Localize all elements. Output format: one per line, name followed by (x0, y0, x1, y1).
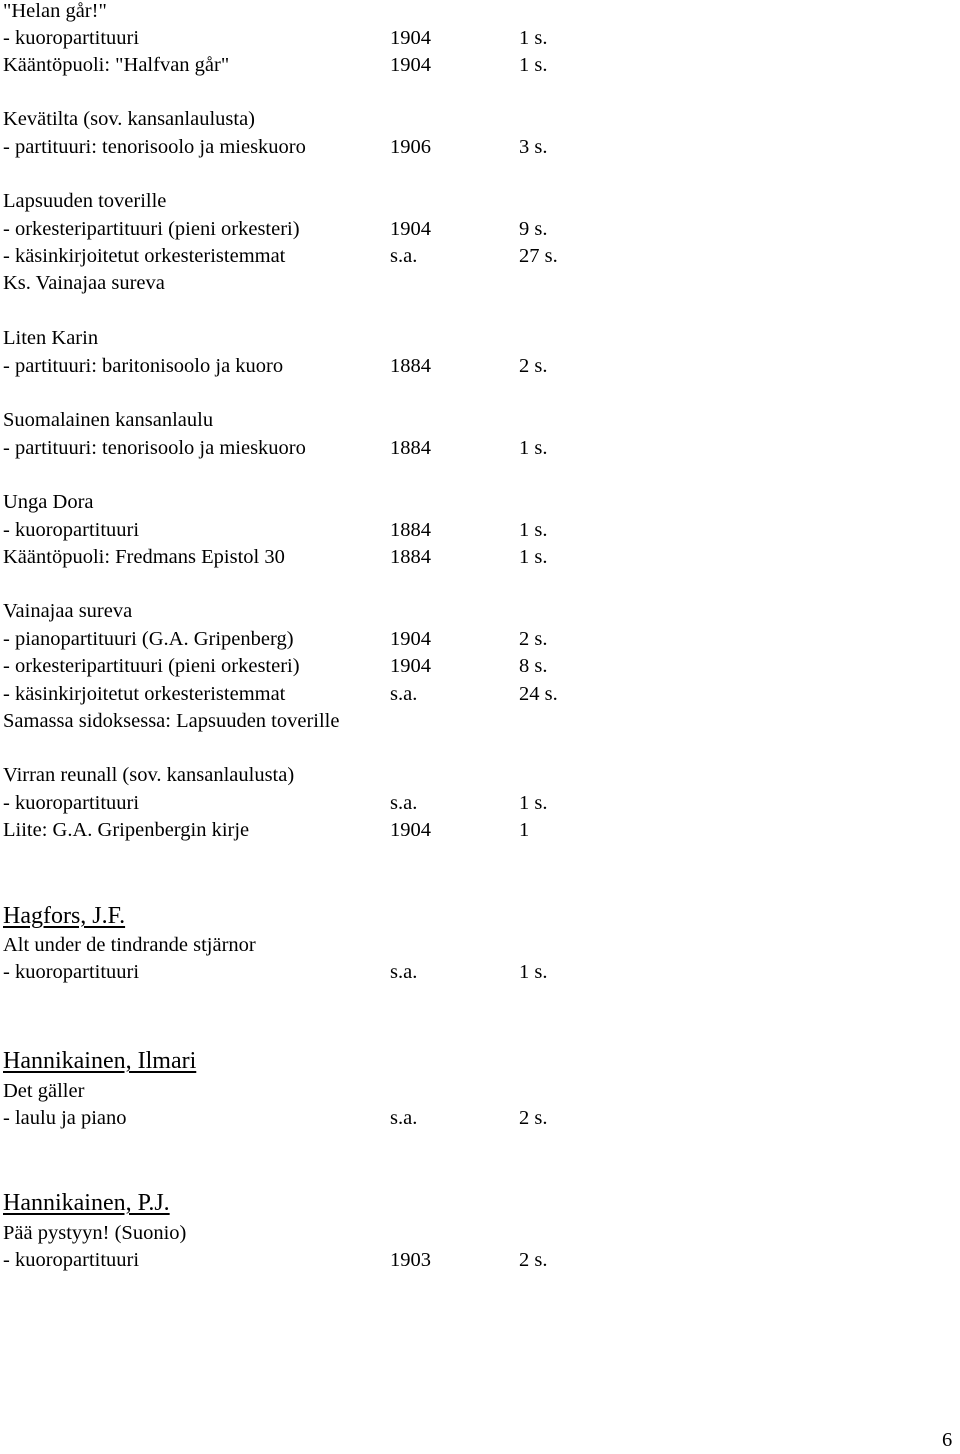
item-description: - käsinkirjoitetut orkesteristemmat (3, 245, 286, 267)
item-pages: 27 s. (519, 245, 558, 267)
work-title: Liten Karin (3, 327, 99, 349)
catalog-row (3, 543, 953, 571)
work-title: Alt under de tindrande stjärnor (3, 934, 256, 956)
item-year: 1904 (390, 628, 431, 650)
item-year: 1904 (390, 27, 431, 49)
catalog-row (3, 133, 953, 161)
work-title: "Helan går!" (3, 0, 107, 22)
item-description: - partituuri: tenorisoolo ja mieskuoro (3, 136, 306, 158)
item-year: s.a. (390, 683, 418, 705)
item-description: - kuoropartituuri (3, 27, 140, 49)
work-title: Suomalainen kansanlaulu (3, 409, 214, 431)
item-pages: 2 s. (519, 628, 548, 650)
item-description: Kääntöpuoli: "Halfvan går" (3, 54, 230, 76)
item-pages: 1 s. (519, 792, 548, 814)
item-pages: 2 s. (519, 355, 548, 377)
item-description: - kuoropartituuri (3, 792, 140, 814)
item-year: 1906 (390, 136, 431, 158)
item-pages: 1 s. (519, 519, 548, 541)
work-title: Vainajaa sureva (3, 600, 133, 622)
item-description: - käsinkirjoitetut orkesteristemmat (3, 683, 286, 705)
item-pages: 24 s. (519, 683, 558, 705)
item-pages: 1 s. (519, 27, 548, 49)
item-year: 1904 (390, 218, 431, 240)
item-pages: 1 s. (519, 546, 548, 568)
work-title: Unga Dora (3, 491, 94, 513)
item-year: s.a. (390, 245, 418, 267)
item-description: - orkesteripartituuri (pieni orkesteri) (3, 655, 300, 677)
item-pages: 1 s. (519, 961, 548, 983)
catalog-row (3, 352, 953, 380)
item-description: - orkesteripartituuri (pieni orkesteri) (3, 218, 300, 240)
catalog-row (3, 434, 953, 462)
item-year: 1884 (390, 546, 431, 568)
catalog-row (3, 516, 953, 544)
item-year: 1904 (390, 54, 431, 76)
work-title: Det gäller (3, 1080, 85, 1102)
item-pages: 1 (519, 819, 530, 841)
item-description: - partituuri: tenorisoolo ja mieskuoro (3, 437, 306, 459)
item-year: 1884 (390, 355, 431, 377)
catalog-row (3, 1246, 953, 1274)
item-year: s.a. (390, 961, 418, 983)
cross-reference-note: Ks. Vainajaa sureva (3, 272, 165, 294)
item-description: Liite: G.A. Gripenbergin kirje (3, 819, 250, 841)
catalog-row (3, 51, 953, 79)
item-description: - kuoropartituuri (3, 961, 140, 983)
catalog-row (3, 1104, 953, 1132)
item-description: - partituuri: baritonisoolo ja kuoro (3, 355, 284, 377)
item-year: s.a. (390, 1107, 418, 1129)
catalog-row (3, 652, 953, 680)
item-pages: 1 s. (519, 437, 548, 459)
item-year: 1884 (390, 437, 431, 459)
item-description: - kuoropartituuri (3, 519, 140, 541)
catalog-row (3, 215, 953, 243)
item-year: s.a. (390, 792, 418, 814)
item-pages: 2 s. (519, 1107, 548, 1129)
item-description: Kääntöpuoli: Fredmans Epistol 30 (3, 546, 285, 568)
work-title: Lapsuuden toverille (3, 190, 167, 212)
work-title: Virran reunall (sov. kansanlaulusta) (3, 764, 295, 786)
item-year: 1904 (390, 819, 431, 841)
item-year: 1904 (390, 655, 431, 677)
item-pages: 2 s. (519, 1249, 548, 1271)
item-pages: 8 s. (519, 655, 548, 677)
catalog-row (3, 625, 953, 653)
catalog-row (3, 789, 953, 817)
item-description: - laulu ja piano (3, 1107, 127, 1129)
composer-heading: Hagfors, J.F. (3, 903, 126, 929)
item-pages: 9 s. (519, 218, 548, 240)
cross-reference-note: Samassa sidoksessa: Lapsuuden toverille (3, 710, 340, 732)
item-pages: 3 s. (519, 136, 548, 158)
work-title: Kevätilta (sov. kansanlaulusta) (3, 108, 255, 130)
work-title: Pää pystyyn! (Suonio) (3, 1222, 187, 1244)
catalog-row (3, 680, 953, 708)
item-pages: 1 s. (519, 54, 548, 76)
item-description: - pianopartituuri (G.A. Gripenberg) (3, 628, 294, 650)
item-year: 1884 (390, 519, 431, 541)
catalog-row (3, 816, 953, 844)
item-description: - kuoropartituuri (3, 1249, 140, 1271)
composer-heading: Hannikainen, Ilmari (3, 1048, 197, 1074)
item-year: 1903 (390, 1249, 431, 1271)
catalog-row (3, 24, 953, 52)
composer-heading: Hannikainen, P.J. (3, 1190, 170, 1216)
catalog-row (3, 958, 953, 986)
page-number: 6 (942, 1429, 953, 1451)
catalog-row (3, 242, 953, 270)
